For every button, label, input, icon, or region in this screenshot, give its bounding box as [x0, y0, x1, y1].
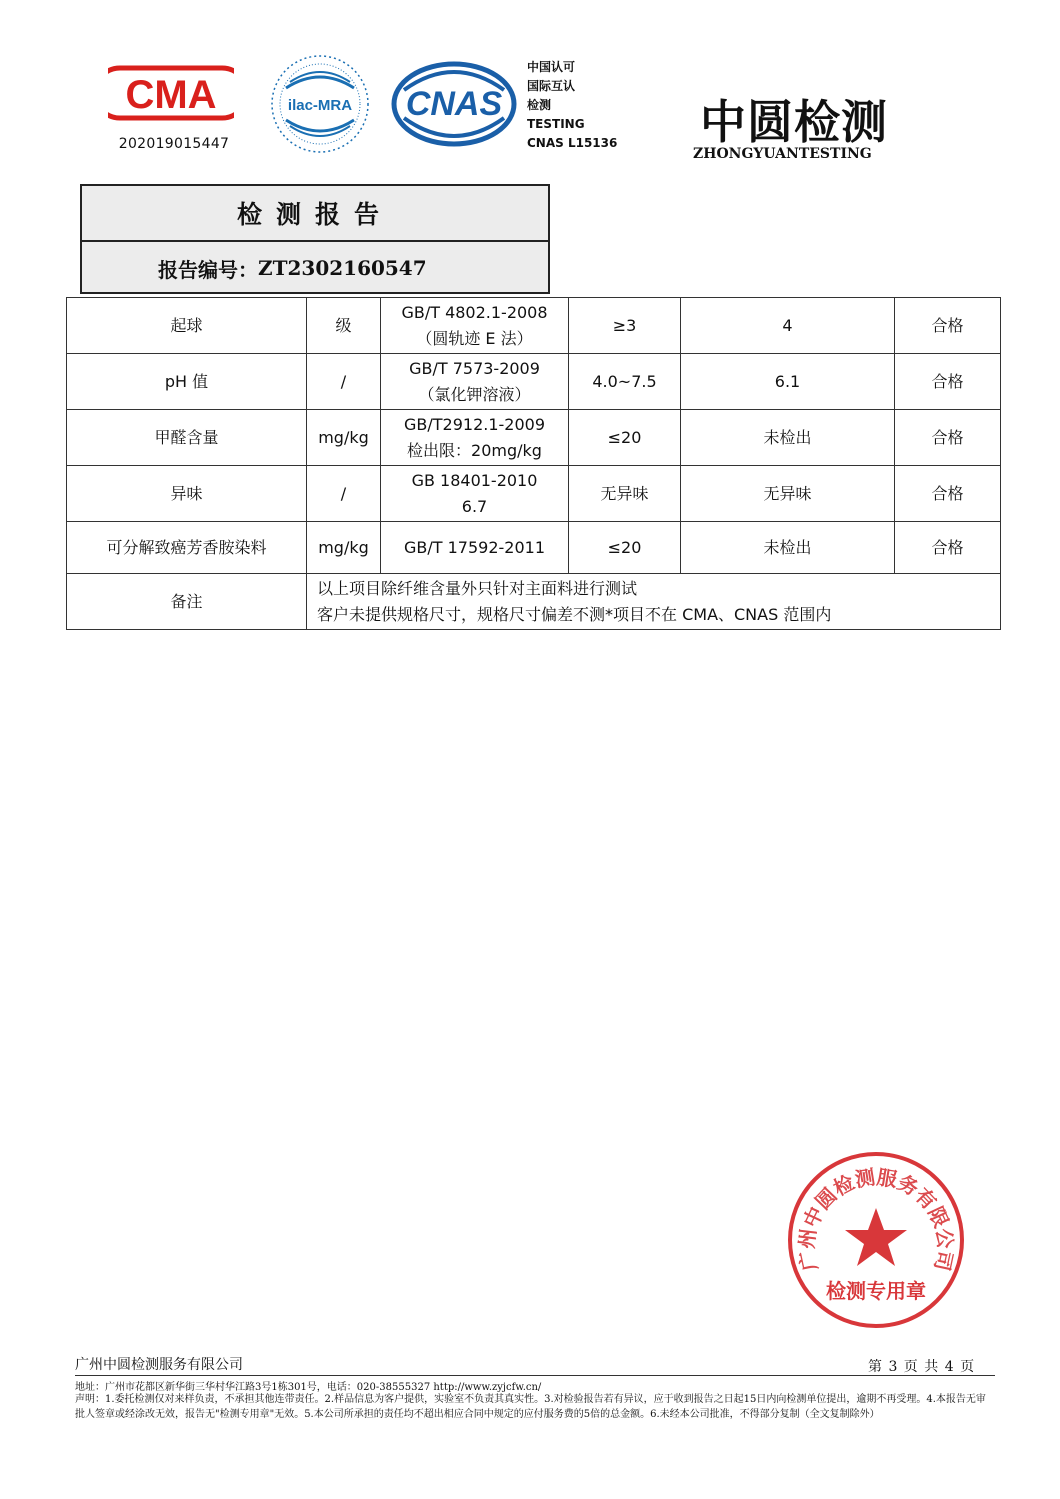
- remarks-label: 备注: [67, 574, 307, 630]
- page-indicator: 第 3 页 共 4 页: [868, 1359, 975, 1375]
- cma-logo-text: CMA: [125, 73, 217, 117]
- test-item: pH 值: [67, 354, 307, 410]
- test-unit: /: [307, 466, 381, 522]
- method-detail: （圆轨迹 E 法）: [416, 328, 533, 348]
- method-detail: 6.7: [461, 496, 488, 516]
- seal-star-icon: [845, 1208, 907, 1266]
- test-method: [381, 410, 569, 466]
- seal-arc-text: 广州中圆检测服务有限公司: [794, 1164, 958, 1273]
- method-standard: GB/T 4802.1-2008: [401, 302, 548, 322]
- cnas-accreditation-text: [527, 58, 617, 153]
- report-title-box: [80, 184, 550, 294]
- report-number-row: [82, 242, 548, 294]
- cnas-text-line: CNAS L15136: [527, 136, 618, 150]
- method-detail: （氯化钾溶液）: [418, 384, 531, 404]
- test-requirement: ≤20: [569, 410, 681, 466]
- test-unit: /: [307, 354, 381, 410]
- test-item: 异味: [67, 466, 307, 522]
- remarks-line: 客户未提供规格尺寸，规格尺寸偏差不测*项目不在 CMA、CNAS 范围内: [317, 604, 832, 624]
- test-verdict: 合格: [895, 354, 1001, 410]
- cnas-logo: [390, 60, 518, 148]
- test-result: 无异味: [681, 466, 895, 522]
- footer-company: 广州中圆检测服务有限公司: [75, 1357, 243, 1373]
- cma-certificate-number: 202019015447: [118, 136, 230, 152]
- test-requirement: ≥3: [569, 298, 681, 354]
- test-item: 甲醛含量: [67, 410, 307, 466]
- test-result: 未检出: [681, 410, 895, 466]
- test-unit: 级: [307, 298, 381, 354]
- test-verdict: 合格: [895, 298, 1001, 354]
- test-requirement: 无异味: [569, 466, 681, 522]
- method-detail: 检出限：20mg/kg: [407, 440, 542, 460]
- method-standard: GB/T 7573-2009: [409, 358, 540, 378]
- test-verdict: 合格: [895, 410, 1001, 466]
- table-row: [67, 354, 1001, 410]
- brand-name-chinese: 中圆检测: [700, 95, 888, 149]
- test-results-table: [66, 297, 1001, 630]
- test-verdict: 合格: [895, 522, 1001, 574]
- test-unit: mg/kg: [307, 522, 381, 574]
- footer-disclaimer: 声明：1.委托检测仅对来样负责，不承担其他连带责任。2.样品信息为客户提供，实验室不负责其真实性。3.对检验报告若有异议，应于收到报告之日起15日内向检测单位提出，逾期不再受理。4.本报告无审批人签章或经涂改无效，报告无"检测专用章"无效。5.本公司所承担的责任均不超出相应合同中规定的应付服务费的5倍的总金额。6.未经本公司批准，不得部分复制（全文复制除外）: [75, 1394, 986, 1420]
- method-standard: GB 18401-2010: [411, 470, 538, 490]
- cnas-text-line: 检测: [527, 98, 552, 112]
- footer-divider: [75, 1375, 995, 1376]
- report-number: ZT2302160547: [258, 256, 427, 280]
- test-method: [381, 466, 569, 522]
- method-standard: GB/T 17592-2011: [403, 537, 545, 557]
- test-item: 可分解致癌芳香胺染料: [67, 522, 307, 574]
- test-item: 起球: [67, 298, 307, 354]
- report-title: 检测报告: [82, 186, 548, 242]
- ilac-mra-logo: [268, 52, 372, 156]
- table-row: [67, 410, 1001, 466]
- report-number-label: 报告编号：: [158, 257, 258, 282]
- test-requirement: ≤20: [569, 522, 681, 574]
- company-seal: [786, 1150, 966, 1330]
- remarks-line: 以上项目除纤维含量外只针对主面料进行测试: [317, 578, 638, 598]
- cnas-text-line: 国际互认: [527, 79, 576, 93]
- ilac-logo-text: ilac-MRA: [287, 97, 353, 114]
- test-method: [381, 522, 569, 574]
- method-standard: GB/T2912.1-2009: [403, 414, 545, 434]
- cnas-text-line: TESTING: [527, 117, 585, 131]
- cnas-text-line: 中国认可: [527, 60, 576, 74]
- brand-name-english: ZHONGYUANTESTING: [693, 146, 872, 162]
- cma-logo: [108, 58, 234, 128]
- test-result: 4: [681, 298, 895, 354]
- test-method: [381, 298, 569, 354]
- test-method: [381, 354, 569, 410]
- cnas-logo-text: CNAS: [405, 85, 503, 123]
- seal-bottom-text: 检测专用章: [826, 1279, 926, 1303]
- test-requirement: 4.0~7.5: [569, 354, 681, 410]
- test-result: 6.1: [681, 354, 895, 410]
- remarks-row: [67, 574, 1001, 630]
- test-verdict: 合格: [895, 466, 1001, 522]
- table-row: [67, 466, 1001, 522]
- table-row: [67, 298, 1001, 354]
- table-row: [67, 522, 1001, 574]
- test-result: 未检出: [681, 522, 895, 574]
- footer-address: 地址：广州市花都区新华街三华村华江路3号1栋301号，电话：020-38555327 http://www.zyjcfw.cn/: [75, 1382, 542, 1393]
- test-unit: mg/kg: [307, 410, 381, 466]
- remarks-content: [307, 574, 1001, 630]
